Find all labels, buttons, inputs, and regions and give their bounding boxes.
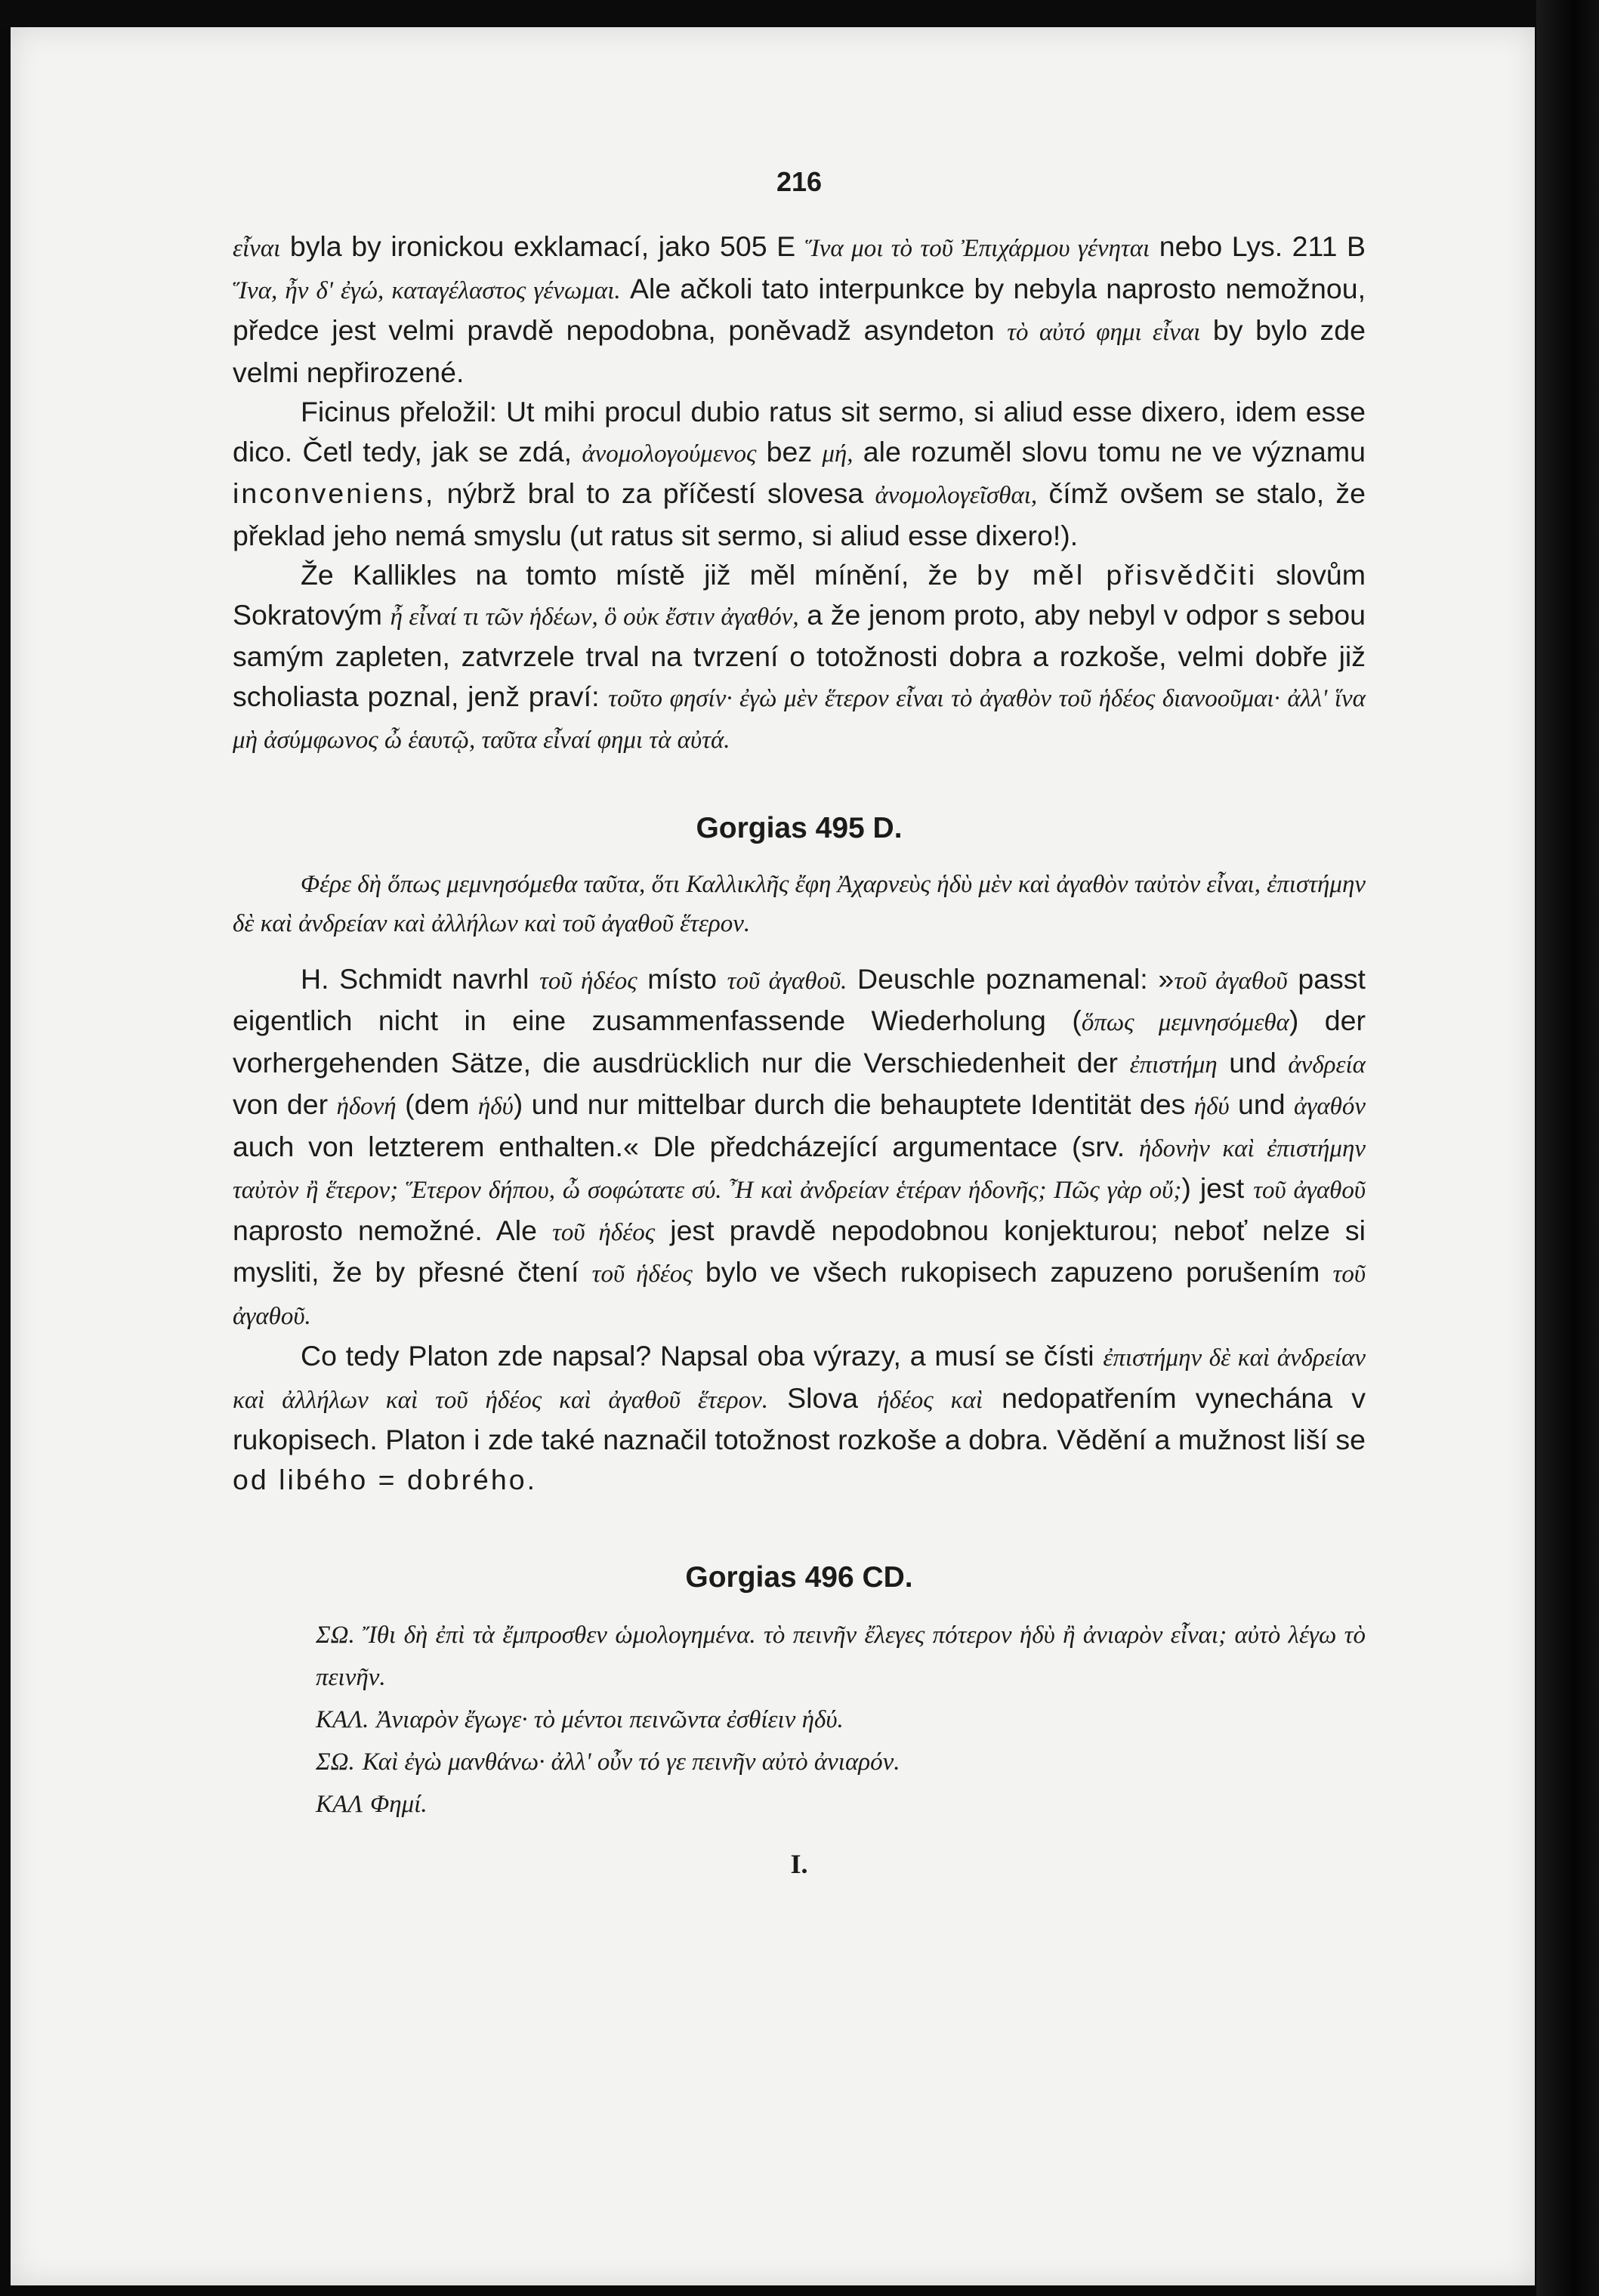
text-run: Co tedy Platon zde napsal? Napsal oba výrazy, a musí se čísti bbox=[301, 1340, 1104, 1372]
text-run: slovům Sokratovým bbox=[233, 559, 1366, 631]
greek-text: ἀνδρεία bbox=[1288, 1051, 1366, 1079]
paragraph-1 bbox=[233, 227, 1366, 392]
dialogue-text: Φημί. bbox=[370, 1791, 428, 1818]
greek-text: Ἵνα μοι τὸ τοῦ Ἐπιχάρμου γένηται bbox=[804, 235, 1150, 262]
greek-text: ἀνομολογούμενος bbox=[582, 440, 757, 468]
paragraph-2 bbox=[233, 392, 1366, 555]
spaced-emphasis: inconveniens, bbox=[233, 477, 436, 509]
greek-text: τοῦ ἀγαθοῦ. bbox=[233, 1261, 1366, 1330]
text-run: Že Kallikles na tomto místě již měl mínění, že bbox=[301, 559, 977, 591]
greek-text: τοῦ ἀγαθοῦ bbox=[1174, 967, 1288, 995]
greek-text: τὸ αὐτό φημι εἶναι bbox=[1007, 319, 1201, 346]
dialogue-line bbox=[233, 1614, 1366, 1699]
text-run: H. Schmidt navrhl bbox=[301, 962, 540, 995]
greek-text: ἀγαθόν bbox=[1294, 1093, 1366, 1120]
dialogue-text: Ἀνιαρὸν ἔγωγε· τὸ μέντοι πεινῶντα ἐσθίειν ἡδύ. bbox=[376, 1706, 844, 1733]
dialogue-speaker: ΣΩ. bbox=[316, 1622, 355, 1649]
dialogue-speaker: ΚΑΛ bbox=[316, 1791, 363, 1818]
text-run: ) der vorhergehenden Sätze, die ausdrücklich nur die Verschiedenheit der bbox=[233, 1004, 1366, 1079]
text-run: nebo Lys. 211 B bbox=[1150, 230, 1366, 262]
greek-text: τοῦ ἡδέος bbox=[539, 967, 637, 995]
page-number: 216 bbox=[776, 166, 823, 197]
greek-text: εἶναι bbox=[233, 235, 281, 262]
text-run: auch von letzterem enthalten.« Dle předcházející argumentace (srv. bbox=[233, 1130, 1139, 1162]
greek-text: ὅπως μεμνησόμεθα bbox=[1081, 1009, 1289, 1036]
dialogue-line bbox=[233, 1741, 1366, 1783]
text-run: čímž ovšem se stalo, že překlad jeho nemá smyslu (ut ratus sit sermo, si aliud esse dixero!). bbox=[233, 477, 1366, 551]
dialogue-speaker: ΣΩ. bbox=[316, 1748, 355, 1776]
paragraph-3 bbox=[233, 555, 1366, 761]
greek-text: τοῦ ἡδέος bbox=[591, 1261, 693, 1288]
page-text bbox=[233, 166, 1366, 1880]
text-run: a že jenom proto, aby nebyl v odpor s sebou samým zapleten, zatvrzele trval na tvrzení o totožnosti dobra a rozkoše, velmi dobře již scholiasta poznal, jenž praví: bbox=[233, 598, 1366, 712]
spaced-emphasis: od libého = dobrého. bbox=[233, 1463, 537, 1495]
greek-text: ἡδονή bbox=[336, 1093, 397, 1120]
text-run: passt eigentlich nicht in eine zusammenfassende Wiederholung ( bbox=[233, 962, 1366, 1036]
text-run: bez bbox=[756, 435, 823, 468]
dialogue-text: Καὶ ἐγὼ μανθάνω· ἀλλ' οὖν τό γε πεινῆν αὐτὸ ἀνιαρόν. bbox=[362, 1748, 900, 1776]
greek-text: τοῦ ἀγαθοῦ bbox=[1253, 1177, 1366, 1204]
text-run: nedopatřením vynechána v rukopisech. Platon i zde také naznačil totožnost rozkoše a dobra. Vědění a mužnost liší se bbox=[233, 1381, 1366, 1455]
dialogue-text: Ἴθι δὴ ἐπὶ τὰ ἔμπροσθεν ὡμολογημένα. τὸ πεινῆν ἔλεγες πότερον ἡδὺ ἢ ἀνιαρὸν εἶναι; αὐτὸ λέγω τὸ πεινῆν. bbox=[316, 1622, 1366, 1691]
text-run: byla by ironickou exklamací, jako 505 E bbox=[280, 230, 805, 262]
text-run: ) und nur mittelbar durch die behauptete Identität des bbox=[513, 1088, 1194, 1120]
text-run: bylo ve všech rukopisech zapuzeno porušením bbox=[692, 1256, 1333, 1288]
dialogue-line bbox=[233, 1699, 1366, 1741]
text-run: ) jest bbox=[1181, 1172, 1254, 1204]
paragraph-4 bbox=[233, 959, 1366, 1337]
section-heading: Gorgias 495 D. bbox=[696, 811, 903, 844]
greek-text: ἡδύ bbox=[477, 1093, 514, 1120]
greek-text: ἡδύ bbox=[1193, 1093, 1230, 1120]
text-run: und bbox=[1229, 1088, 1294, 1120]
text-run: und bbox=[1217, 1046, 1289, 1079]
paragraph-5 bbox=[233, 1336, 1366, 1499]
text-run: Deuschle poznamenal: » bbox=[847, 962, 1175, 995]
text-run: by bylo zde velmi nepřirozené. bbox=[233, 314, 1366, 388]
greek-text: ἦ εἶναί τι τῶν ἡδέων, ὃ οὐκ ἔστιν ἀγαθόν, bbox=[390, 603, 799, 631]
greek-text: ἐπιστήμην δὲ καὶ ἀνδρείαν καὶ ἀλλήλων καὶ τοῦ ἡδέος καὶ ἀγαθοῦ ἕτερον. bbox=[233, 1344, 1366, 1414]
greek-text: μή, bbox=[822, 440, 854, 468]
scan-top-edge bbox=[0, 0, 1599, 27]
dialogue-speaker: ΚΑΛ. bbox=[316, 1706, 369, 1733]
greek-quote: Φέρε δὴ ὅπως μεμνησόμεθα ταῦτα, ὅτι Καλλικλῆς ἔφη Ἀχαρνεὺς ἡδὺ μὲν καὶ ἀγαθὸν ταὐτὸν εἶναι, ἐπιστήμην δὲ καὶ ἀνδρείαν καὶ ἀλλήλων καὶ τοῦ ἀγαθοῦ ἕτερον. bbox=[233, 870, 1366, 937]
greek-text: Ἵνα, ἦν δ' ἐγώ, καταγέλαστος γένωμαι. bbox=[233, 276, 621, 304]
text-run: von der bbox=[233, 1088, 337, 1120]
text-run: místo bbox=[637, 962, 727, 995]
spacer bbox=[233, 944, 1366, 959]
greek-text: ἀνομολογεῖσθαι, bbox=[875, 482, 1038, 509]
spaced-emphasis: by měl přisvědčiti bbox=[977, 559, 1258, 591]
text-run: jest pravdě nepodobnou konjekturou; neboť nelze si mysliti, že by přesné čtení bbox=[233, 1214, 1366, 1288]
text-run: Ficinus přeložil: Ut mihi procul dubio ratus sit sermo, si aliud esse dixero, idem esse dico. Četl tedy, jak se zdá, bbox=[233, 396, 1366, 468]
greek-text: τοῦ ἡδέος bbox=[552, 1218, 656, 1246]
greek-text: ἐπιστήμη bbox=[1129, 1051, 1218, 1079]
greek-text: τοῦ ἀγαθοῦ. bbox=[727, 967, 847, 995]
text-run: (dem bbox=[396, 1088, 478, 1120]
dialogue-line bbox=[233, 1783, 1366, 1825]
section-heading: Gorgias 496 CD. bbox=[685, 1561, 913, 1594]
scan-right-edge bbox=[1536, 0, 1599, 2296]
greek-text: ἡδονὴν καὶ ἐπιστήμην ταὐτὸν ἢ ἕτερον; Ἕτερον δήπου, ὦ σοφώτατε σύ. Ἦ καὶ ἀνδρείαν ἑτέραν ἡδονῆς; Πῶς γὰρ οὔ; bbox=[233, 1134, 1366, 1204]
signature-mark: I. bbox=[790, 1849, 808, 1879]
text-run: Slova bbox=[767, 1381, 878, 1414]
greek-text: τοῦτο φησίν· ἐγὼ μὲν ἕτερον εἶναι τὸ ἀγαθὸν τοῦ ἡδέος διανοοῦμαι· ἀλλ' ἵνα μὴ ἀσύμφωνος ὦ ἑαυτῷ, ταῦτα εἶναί φημι τὰ αὐτά. bbox=[233, 684, 1366, 754]
text-run: nýbrž bral to za příčestí slovesa bbox=[435, 477, 875, 509]
text-run: Ale ačkoli tato interpunkce by nebyla naprosto nemožnou, předce jest velmi pravdě nepodobna, poněvadž asyndeton bbox=[233, 272, 1366, 346]
text-run: ale rozuměl slovu tomu ne ve významu bbox=[853, 435, 1366, 468]
greek-text: ἡδέος καὶ bbox=[877, 1386, 983, 1414]
text-run: naprosto nemožné. Ale bbox=[233, 1214, 553, 1246]
